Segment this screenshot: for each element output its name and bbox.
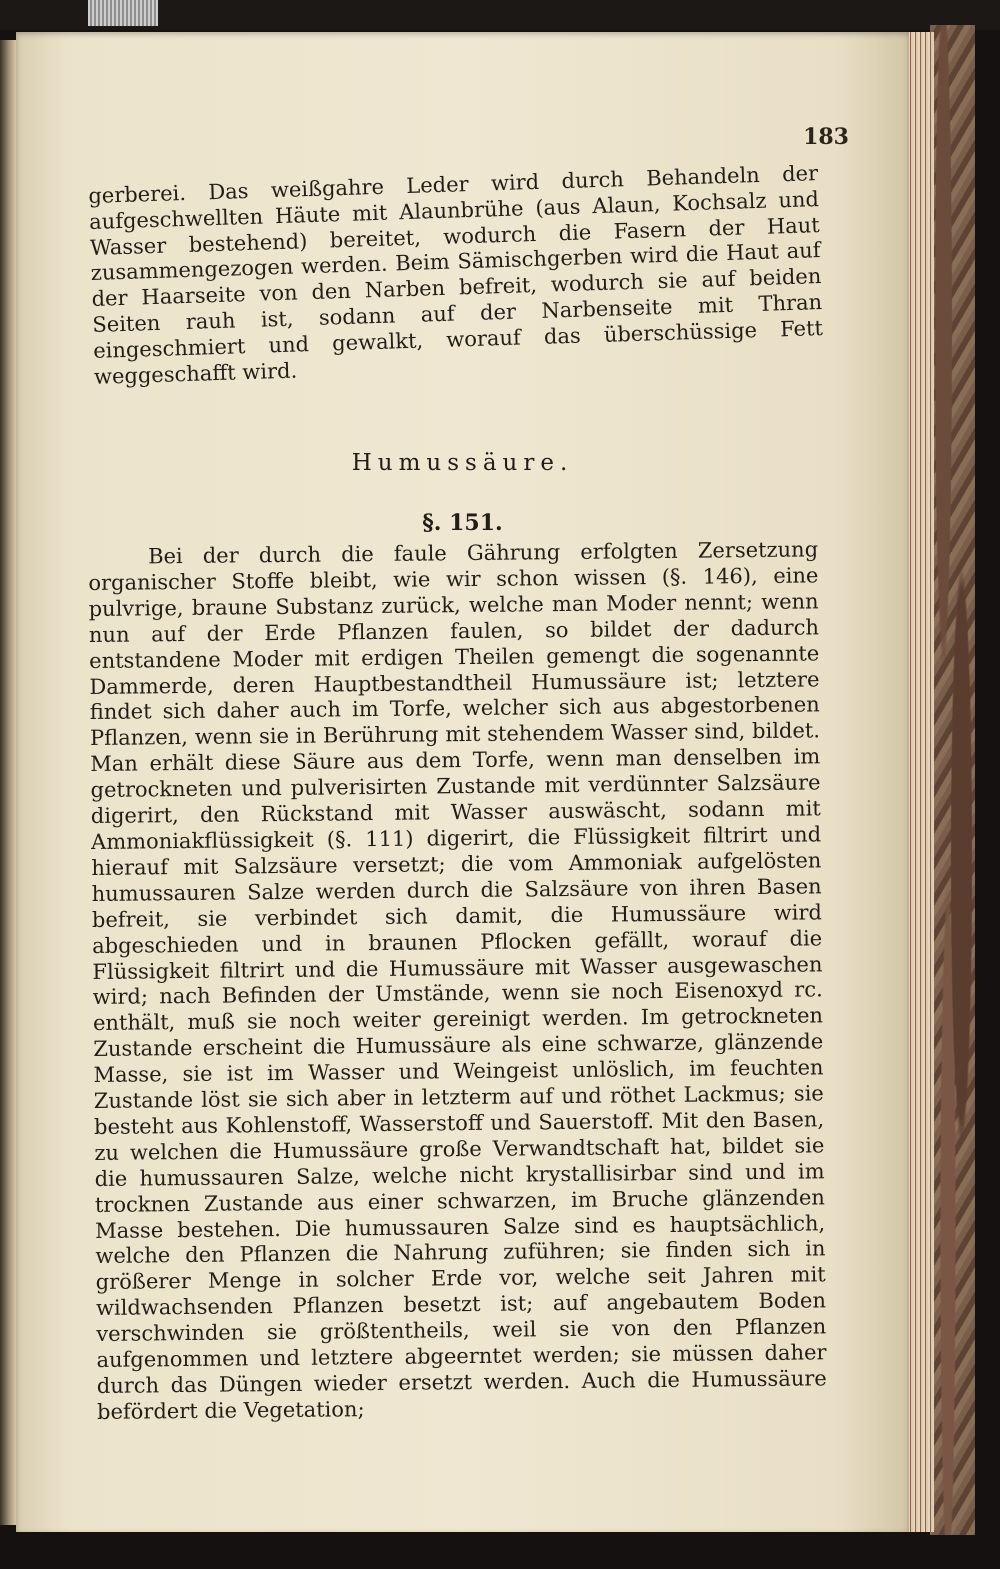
section-number: §. 151.	[422, 510, 503, 536]
left-page-edges	[0, 40, 16, 1525]
body-paragraph: Bei der durch die faule Gährung erfolgten Zersetzung organischer Stoffe bleibt, wie wir schon wissen (§. 146), eine pulvrige, braune Substanz zurück, welche man Moder nennt; wenn nun auf der Erde Pflanzen faulen, so bildet der dadurch entstandene Moder mit erdigen Theilen gemengt die sogenannte Dammerde, deren Hauptbestandtheil Humussäure ist; letztere findet sich daher auch im Torfe, welcher sich aus abgestorbenen Pflanzen, wenn sie in Berührung mit stehendem Wasser sind, bildet. Man erhält diese Säure aus dem Torfe, wenn man denselben im getrockneten und pulverisirten Zustande mit verdünnter Salzsäure digerirt, den Rückstand mit Wasser auswäscht, sodann mit Ammoniakflüssigkeit (§. 111) digerirt, die Flüssigkeit filtrirt und hierauf mit Salzsäure versetzt; die vom Ammoniak aufgelösten humussauren Salze werden durch die Salzsäure von ihren Basen befreit, sie verbindet sich damit, die Humussäure wird abgeschieden und in braunen Pflocken gefällt, worauf die Flüssigkeit filtrirt und die Humussäure mit Wasser ausgewaschen wird; nach Befinden der Umstände, wenn sie noch Eisenoxyd rc. enthält, muß sie noch weiter gereinigt werden. Im getrockneten Zustande erscheint die Humussäure als eine schwarze, glänzende Masse, sie ist im Wasser und Weingeist unlöslich, im feuchten Zustande löst sie sich aber in letzterm auf und röthet Lackmus; sie besteht aus Kohlenstoff, Wasserstoff und Sauerstoff. Mit den Basen, zu welchen die Humussäure große Verwandtschaft hat, bildet sie die humussauren Salze, welche nicht krystallisirbar sind und im trocknen Zustande aus einer schwarzen, im Bruche glänzenden Masse bestehen. Die humussauren Salze sind es hauptsächlich, welche den Pflanzen die Nahrung zuführen; sie finden sich in größerer Menge in solcher Erde vor, welche seit Jahren mit wildwachsenden Pflanzen besetzt ist; auf angebautem Boden verschwinden sie größtentheils, weil sie von den Pflanzen aufgenommen und letztere abgeerntet werden; sie müssen daher durch das Düngen wieder ersetzt werden. Auch die Humussäure befördert die Vegetation;	[88, 537, 827, 1424]
page-number: 183	[803, 124, 849, 150]
marbled-cover-board	[930, 25, 975, 1535]
page-stack-edge	[908, 32, 934, 1532]
intro-paragraph: gerberei. Das weißgahre Leder wird durch Behandeln der aufgeschwellten Häute mit Alaunbrühe (aus Alaun, Kochsalz und Wasser bestehend) bereitet, wodurch die Fasern der Haut zusammengezogen werden. Beim Sämischgerben wird die Haut auf der Haarseite von den Narben befreit, wodurch sie auf beiden Seiten rauh ist, sodann auf der Narbenseite mit Thran eingeschmiert und gewalkt, worauf das überschüssige Fett weggeschafft wird.	[88, 161, 824, 389]
chapter-heading: Humussäure.	[351, 450, 574, 476]
color-calibration-strip	[88, 0, 158, 26]
book-page	[16, 32, 909, 1532]
